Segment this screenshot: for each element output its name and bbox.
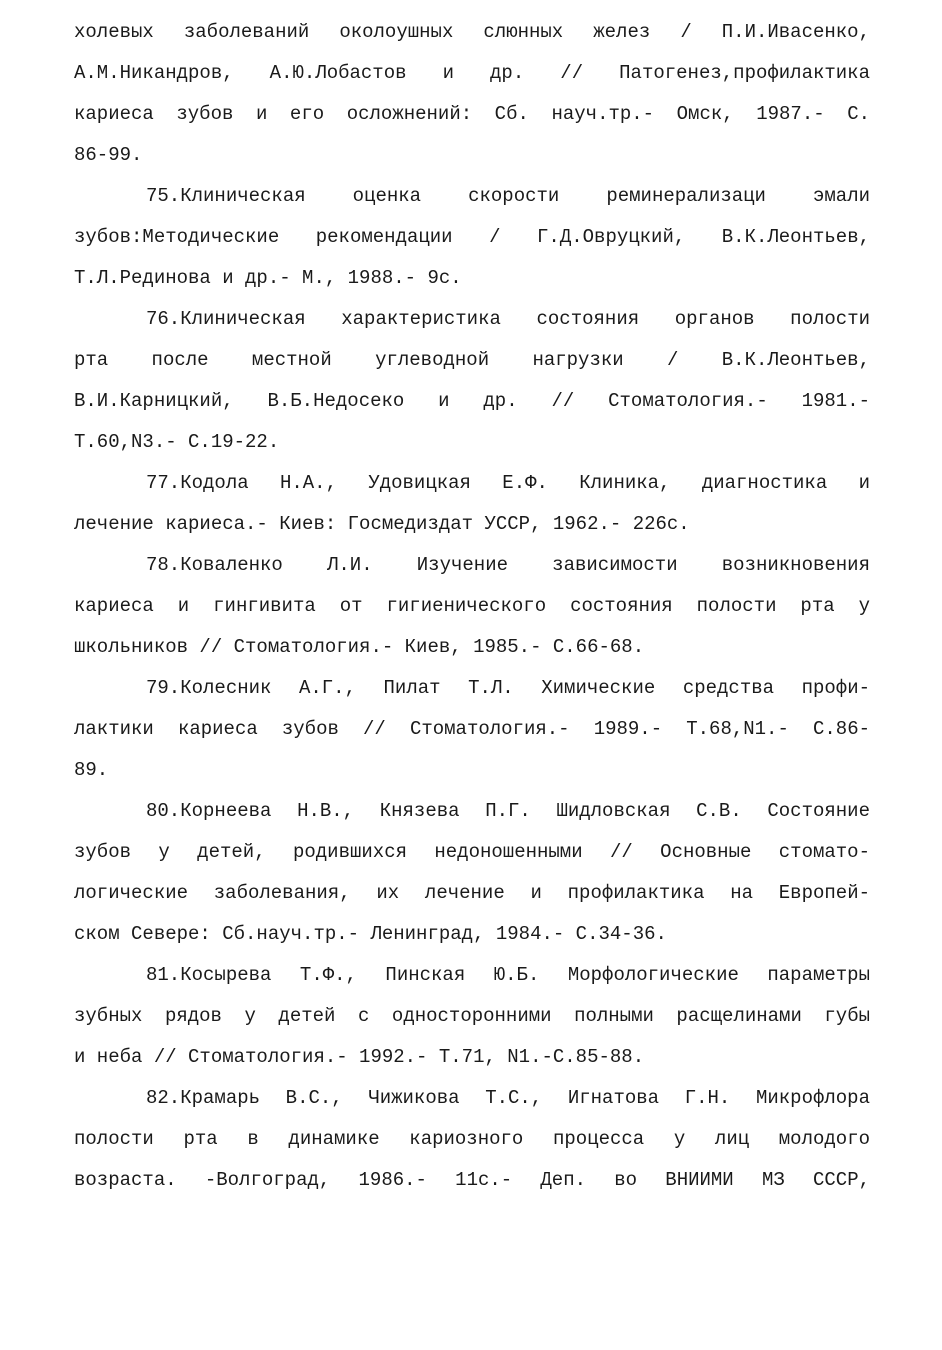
text-line: кариеса зубов и его осложнений: Сб. науч.тр.- Омск, 1987.- С.	[74, 103, 870, 125]
reference-75: 75.Клиническая оценка скорости реминерализаци эмали	[146, 185, 870, 207]
text-line: школьников // Стоматология.- Киев, 1985.- С.66-68.	[74, 636, 645, 658]
text-line: рта после местной углеводной нагрузки / В.К.Леонтьев,	[74, 349, 870, 371]
text-line: полости рта в динамике кариозного процесса у лиц молодого	[74, 1128, 870, 1150]
text-line: ском Севере: Сб.науч.тр.- Ленинград, 1984.- С.34-36.	[74, 923, 667, 945]
text-line: Т.60,N3.- С.19-22.	[74, 431, 280, 453]
text-line: логические заболевания, их лечение и профилактика на Европей-	[74, 882, 870, 904]
text-line: зубных рядов у детей с односторонними полными расщелинами губы	[74, 1005, 870, 1027]
text-line: возраста. -Волгоград, 1986.- 11с.- Деп. во ВНИИМИ МЗ СССР,	[74, 1169, 870, 1191]
text-line: 89.	[74, 759, 109, 781]
text-line: холевых заболеваний околоушных слюнных желез / П.И.Ивасенко,	[74, 21, 870, 43]
text-line: Т.Л.Рединова и др.- М., 1988.- 9с.	[74, 267, 462, 289]
text-line: зубов у детей, родившихся недоношенными // Основные стомато-	[74, 841, 870, 863]
reference-78: 78.Коваленко Л.И. Изучение зависимости возникновения	[146, 554, 870, 576]
reference-81: 81.Косырева Т.Ф., Пинская Ю.Б. Морфологические параметры	[146, 964, 870, 986]
reference-79: 79.Колесник А.Г., Пилат Т.Л. Химические средства профи-	[146, 677, 870, 699]
text-line: лактики кариеса зубов // Стоматология.- 1989.- Т.68,N1.- С.86-	[74, 718, 870, 740]
text-line: кариеса и гингивита от гигиенического состояния полости рта у	[74, 595, 870, 617]
text-line: зубов:Методические рекомендации / Г.Д.Овруцкий, В.К.Леонтьев,	[74, 226, 870, 248]
text-line: лечение кариеса.- Киев: Госмедиздат УССР, 1962.- 226с.	[74, 513, 690, 535]
reference-82: 82.Крамарь В.С., Чижикова Т.С., Игнатова Г.Н. Микрофлора	[146, 1087, 870, 1109]
text-line: А.М.Никандров, А.Ю.Лобастов и др. // Патогенез,профилактика	[74, 62, 870, 84]
reference-77: 77.Кодола Н.А., Удовицкая Е.Ф. Клиника, диагностика и	[146, 472, 870, 494]
text-line: и неба // Стоматология.- 1992.- Т.71, N1.-С.85-88.	[74, 1046, 645, 1068]
reference-80: 80.Корнеева Н.В., Князева П.Г. Шидловская С.В. Состояние	[146, 800, 870, 822]
text-line: 86-99.	[74, 144, 143, 166]
text-line: В.И.Карницкий, В.Б.Недосеко и др. // Стоматология.- 1981.-	[74, 390, 870, 412]
reference-76: 76.Клиническая характеристика состояния органов полости	[146, 308, 870, 330]
